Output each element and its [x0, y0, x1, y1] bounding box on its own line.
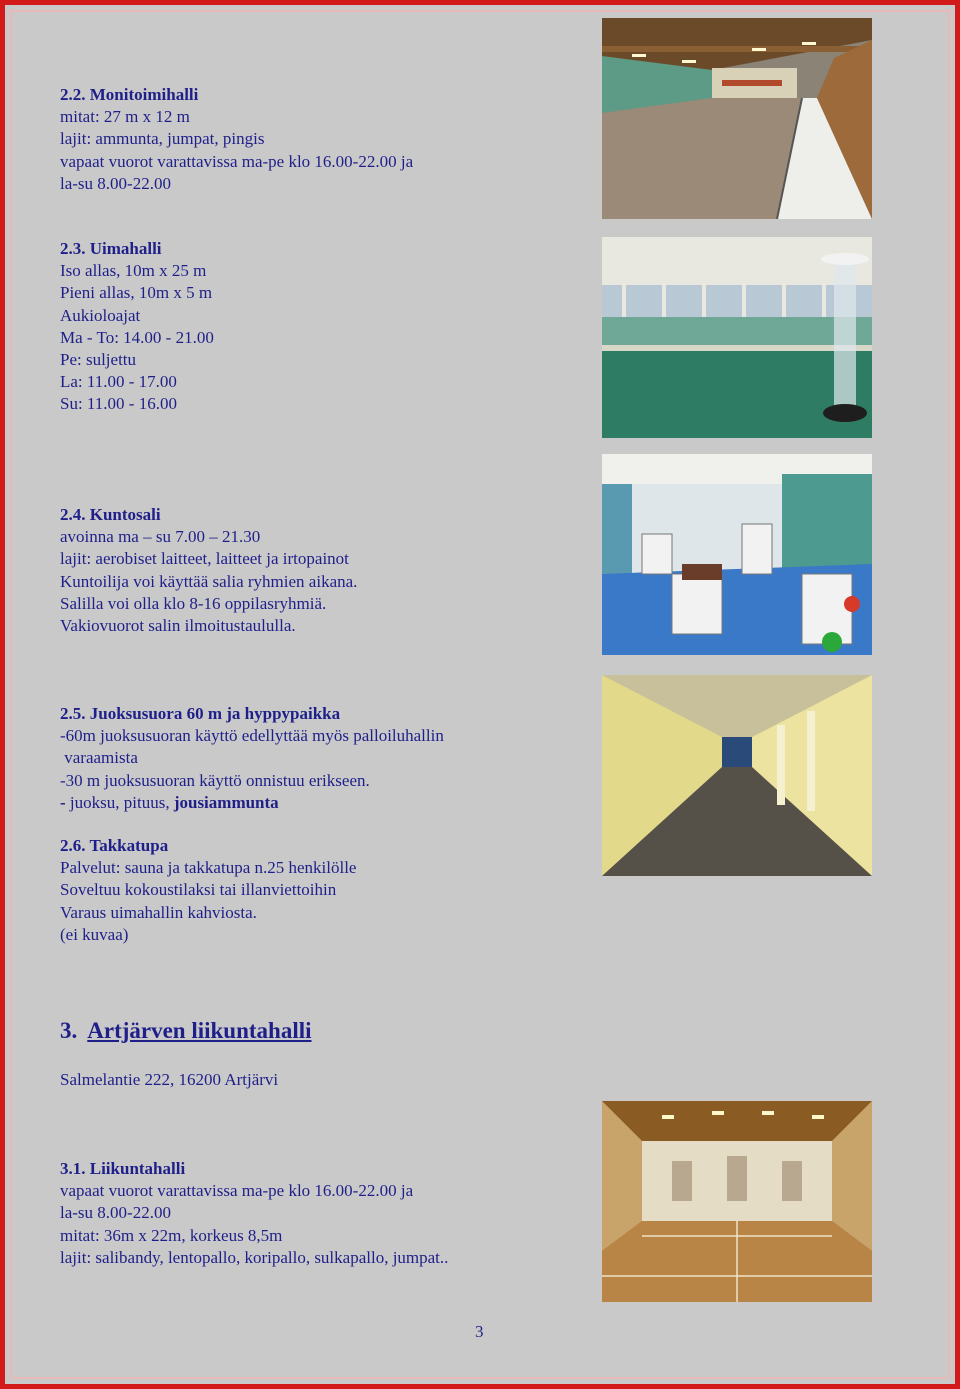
section-2-5-dash: -: [60, 792, 70, 812]
section-2-2: [60, 84, 413, 195]
section-2-5-archery: jousiammunta: [173, 792, 279, 812]
section-2-4-line: lajit: aerobiset laitteet, laitteet ja irtopainot: [60, 549, 349, 569]
section-2-5-sports: juoksu, pituus,: [69, 792, 174, 812]
section-2-3-line: Pe: suljettu: [60, 350, 137, 370]
juoksusuora-photo: [602, 675, 872, 876]
section-3-heading: [60, 1018, 312, 1044]
section-2-3-line: Ma - To: 14.00 - 21.00: [60, 327, 214, 347]
section-2-5-line: -30 m juoksusuoran käyttö onnistuu erikseen.: [60, 770, 370, 790]
section-3-1-line: lajit: salibandy, lentopallo, koripallo, sulkapallo, jumpat..: [60, 1247, 449, 1267]
kuntosali-photo: [602, 454, 872, 655]
section-2-6-line: Soveltuu kokoustilaksi tai illanviettoihin: [60, 880, 337, 900]
section-2-2-line: vapaat vuorot varattavissa ma-pe klo 16.00-22.00 ja: [60, 151, 414, 171]
section-2-3-line: Su: 11.00 - 16.00: [60, 394, 177, 414]
liikuntahalli-photo: [602, 1101, 872, 1302]
section-2-4-title: 2.4. Kuntosali: [60, 505, 161, 524]
section-2-3-line: Iso allas, 10m x 25 m: [60, 261, 207, 281]
section-2-5-line: -60m juoksusuoran käyttö edellyttää myös palloiluhallin: [60, 726, 444, 746]
section-2-2-line: la-su 8.00-22.00: [60, 173, 171, 193]
section-2-3-line: Aukioloajat: [60, 305, 141, 325]
section-2-6: [60, 835, 356, 946]
section-2-6-line: Varaus uimahallin kahviosta.: [60, 902, 257, 922]
section-2-5-title: 2.5. Juoksusuora 60 m ja hyppypaikka: [60, 704, 341, 723]
section-3-1: [60, 1158, 448, 1269]
section-3-address: Salmelantie 222, 16200 Artjärvi: [60, 1070, 279, 1089]
section-2-6-line: (ei kuvaa): [60, 924, 129, 944]
section-2-2-line: lajit: ammunta, jumpat, pingis: [60, 129, 265, 149]
section-3-1-line: la-su 8.00-22.00: [60, 1203, 171, 1223]
section-2-3: [60, 238, 214, 416]
section-2-6-line: Palvelut: sauna ja takkatupa n.25 henkilölle: [60, 858, 357, 878]
section-3-title: Artjärven liikuntahalli: [87, 1018, 312, 1043]
section-2-3-line: La: 11.00 - 17.00: [60, 372, 177, 392]
section-2-3-line: Pieni allas, 10m x 5 m: [60, 283, 213, 303]
section-2-5-line: varaamista: [60, 748, 138, 768]
section-2-2-title: 2.2. Monitoimihalli: [60, 85, 199, 104]
section-2-2-line: mitat: 27 m x 12 m: [60, 107, 190, 127]
section-2-4-line: Salilla voi olla klo 8-16 oppilasryhmiä.: [60, 593, 327, 613]
monitoimihalli-photo: [602, 18, 872, 219]
section-2-4-line: Kuntoilija voi käyttää salia ryhmien aikana.: [60, 571, 358, 591]
section-2-4-line: Vakiovuorot salin ilmoitustaululla.: [60, 616, 296, 636]
section-3-1-line: vapaat vuorot varattavissa ma-pe klo 16.00-22.00 ja: [60, 1181, 414, 1201]
section-2-6-title: 2.6. Takkatupa: [60, 836, 169, 855]
section-3-1-title: 3.1. Liikuntahalli: [60, 1159, 186, 1178]
section-2-5-last-line: [60, 792, 444, 814]
section-3-1-line: mitat: 36m x 22m, korkeus 8,5m: [60, 1225, 283, 1245]
section-2-4-line: avoinna ma – su 7.00 – 21.30: [60, 527, 261, 547]
section-3-number: 3.: [60, 1018, 78, 1043]
page-number: 3: [475, 1322, 484, 1341]
uimahalli-photo: [602, 237, 872, 438]
section-2-4: [60, 504, 357, 637]
section-2-3-title: 2.3. Uimahalli: [60, 239, 162, 258]
section-2-5: [60, 703, 444, 814]
